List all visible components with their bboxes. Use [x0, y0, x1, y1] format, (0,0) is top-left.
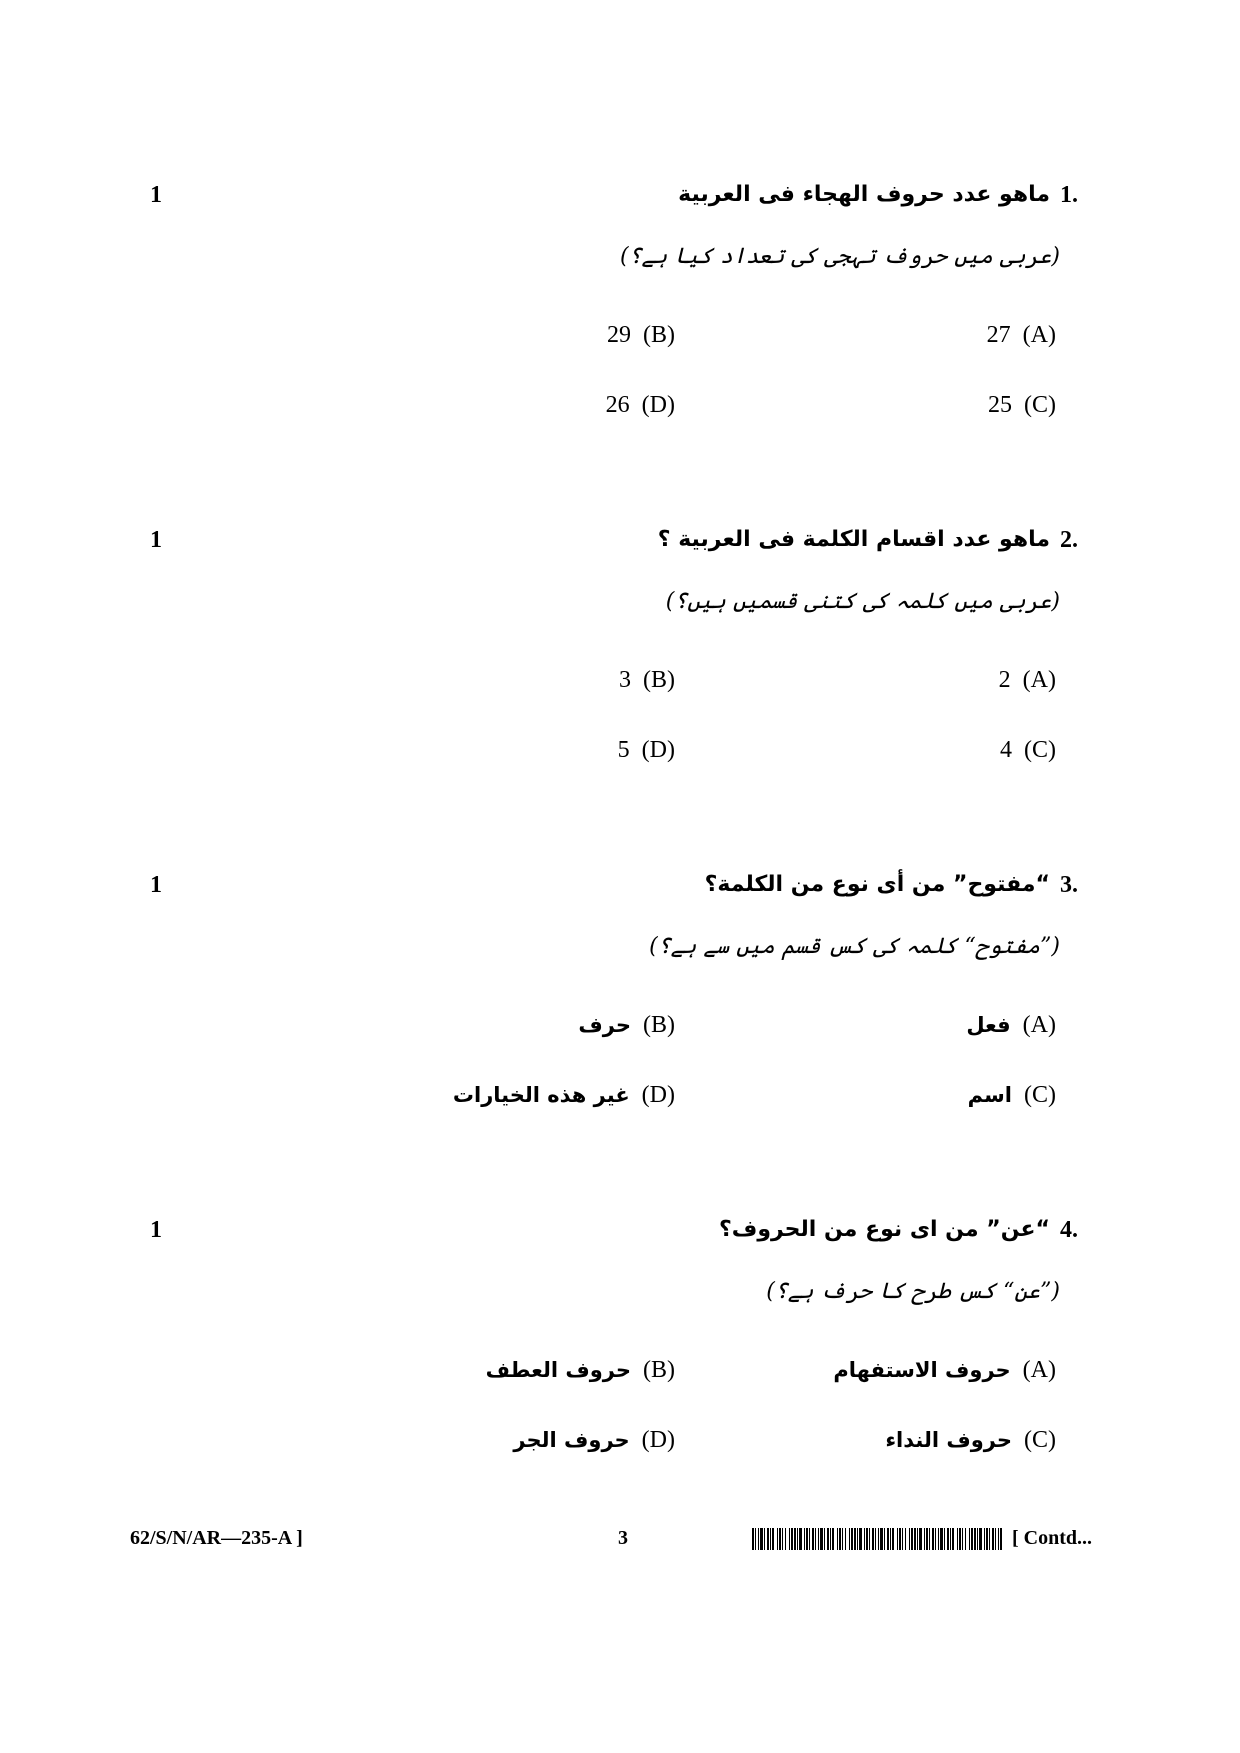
- option-value: حروف الجر: [513, 1428, 630, 1452]
- barcode-bar: [940, 1528, 943, 1550]
- barcode-bar: [965, 1528, 966, 1550]
- option-value: 29: [607, 322, 631, 348]
- barcode-bar: [767, 1528, 769, 1550]
- barcode-bar: [926, 1528, 928, 1550]
- barcode-bar: [758, 1528, 759, 1550]
- question-4: [0, 1215, 1240, 1515]
- barcode-bar: [845, 1528, 846, 1550]
- option-letter: (B): [643, 322, 675, 348]
- barcode-bar: [857, 1528, 858, 1550]
- option-letter: (B): [643, 1357, 675, 1383]
- question-marks: 1: [150, 527, 162, 553]
- barcode-bar: [919, 1528, 922, 1550]
- option-value: حروف النداء: [885, 1428, 1012, 1452]
- paper-code: 62/S/N/AR—235-A ]: [130, 1527, 303, 1549]
- question-number: 2.: [1060, 527, 1078, 553]
- barcode-bar: [755, 1528, 756, 1550]
- barcode-bar: [872, 1528, 874, 1550]
- barcode-bar: [917, 1528, 918, 1550]
- barcode-bar: [824, 1528, 825, 1550]
- barcode-bar: [820, 1528, 823, 1550]
- barcode-bar: [899, 1528, 901, 1550]
- option-d: [513, 1425, 675, 1455]
- barcode-bar: [851, 1528, 853, 1550]
- barcode-bar: [827, 1528, 829, 1550]
- barcode-bar: [812, 1528, 814, 1550]
- barcode-bar: [935, 1528, 936, 1550]
- question-stem-arabic: ماهو عدد اقسام الكلمة فی العربية ؟: [657, 527, 1050, 552]
- barcode-bar: [815, 1528, 816, 1550]
- barcode-bar: [914, 1528, 916, 1550]
- option-a: [999, 665, 1056, 695]
- barcode-bar: [832, 1528, 834, 1550]
- question-number: 3.: [1060, 872, 1078, 898]
- barcode-bar: [952, 1528, 954, 1550]
- option-value: 3: [619, 667, 631, 693]
- option-a: [966, 1010, 1056, 1040]
- barcode-bar: [929, 1528, 930, 1550]
- barcode-bar: [797, 1528, 798, 1550]
- barcode-bar: [878, 1528, 879, 1550]
- option-letter: (A): [1022, 322, 1056, 348]
- barcode-bar: [986, 1528, 988, 1550]
- barcode-bar: [789, 1528, 790, 1550]
- question-3: [0, 870, 1240, 1170]
- question-stem-arabic: ماهو عدد حروف الهجاء فی العربية: [678, 182, 1050, 207]
- barcode-bar: [1000, 1528, 1002, 1550]
- option-value: 27: [986, 322, 1011, 348]
- barcode-bar: [777, 1528, 778, 1550]
- barcode-bar: [818, 1528, 819, 1550]
- barcode-bar: [998, 1528, 999, 1550]
- barcode-bar: [772, 1528, 774, 1550]
- option-a: [987, 320, 1056, 350]
- barcode-bar: [806, 1528, 808, 1550]
- option-letter: (D): [641, 1082, 675, 1108]
- question-marks: 1: [150, 182, 162, 208]
- option-value: 2: [998, 667, 1011, 693]
- barcode-bar: [995, 1528, 996, 1550]
- barcode-bar: [950, 1528, 951, 1550]
- option-a: [833, 1355, 1056, 1385]
- barcode-bar: [752, 1528, 754, 1550]
- option-letter: (C): [1024, 737, 1056, 763]
- option-value: حرف: [578, 1013, 631, 1037]
- option-value: 5: [617, 737, 630, 763]
- question-marks: 1: [150, 872, 162, 898]
- barcode-bar: [924, 1528, 925, 1550]
- option-b: [619, 665, 675, 695]
- option-d: [606, 390, 675, 420]
- barcode-bar: [842, 1528, 843, 1550]
- option-c: [988, 390, 1056, 420]
- barcode-bar: [938, 1528, 939, 1550]
- barcode-bar: [794, 1528, 796, 1550]
- barcode-bar: [770, 1528, 771, 1550]
- option-c: [885, 1425, 1056, 1455]
- option-value: 4: [1000, 737, 1012, 763]
- question-stem-urdu: (عربی میں حروف تہجی کی تعداد کیا ہے؟): [620, 244, 1060, 269]
- option-letter: (C): [1024, 1082, 1056, 1108]
- barcode-bar: [947, 1528, 949, 1550]
- page-number: 3: [618, 1527, 628, 1549]
- option-c: [968, 1080, 1056, 1110]
- barcode-bar: [779, 1528, 781, 1550]
- barcode-bar: [809, 1528, 810, 1550]
- barcode-bar: [875, 1528, 876, 1550]
- barcode-bar: [782, 1528, 783, 1550]
- barcode-bar: [944, 1528, 945, 1550]
- option-letter: (B): [643, 1012, 675, 1038]
- barcode-bar: [764, 1528, 765, 1550]
- barcode-bar: [984, 1528, 985, 1550]
- barcode-bar: [869, 1528, 870, 1550]
- option-letter: (A): [1022, 1012, 1056, 1038]
- option-d: [453, 1080, 675, 1110]
- barcode-bar: [804, 1528, 805, 1550]
- barcode-bar: [977, 1528, 978, 1550]
- option-b: [486, 1355, 675, 1385]
- option-letter: (D): [641, 392, 675, 418]
- page-footer: [0, 1523, 1240, 1553]
- barcode-bar: [887, 1528, 889, 1550]
- option-letter: (D): [641, 737, 675, 763]
- option-value: اسم: [967, 1083, 1012, 1107]
- question-marks: 1: [150, 1217, 162, 1243]
- barcode-icon: [752, 1528, 1002, 1550]
- barcode-bar: [905, 1528, 906, 1550]
- option-value: حروف الاستفهام: [833, 1358, 1011, 1382]
- barcode-bar: [866, 1528, 868, 1550]
- barcode-bar: [760, 1528, 763, 1550]
- option-letter: (C): [1024, 392, 1056, 418]
- question-stem-urdu: (”عن“ کس طرح کا حرف ہے؟): [766, 1279, 1060, 1304]
- barcode-bar: [884, 1528, 885, 1550]
- question-number: 4.: [1060, 1217, 1078, 1243]
- continued-label: [ Contd...: [1012, 1527, 1093, 1549]
- barcode-bar: [932, 1528, 934, 1550]
- barcode-bar: [957, 1528, 958, 1550]
- barcode-bar: [892, 1528, 894, 1550]
- barcode-bar: [909, 1528, 910, 1550]
- option-c: [1000, 735, 1056, 765]
- barcode-bar: [971, 1528, 973, 1550]
- question-stem-arabic: “مفتوح” من أی نوع من الكلمة؟: [704, 872, 1050, 897]
- barcode-bar: [989, 1528, 990, 1550]
- barcode-bar: [969, 1528, 970, 1550]
- option-letter: (D): [641, 1427, 675, 1453]
- question-2: [0, 525, 1240, 825]
- question-number: 1.: [1060, 182, 1078, 208]
- barcode-bar: [911, 1528, 913, 1550]
- barcode-bar: [897, 1528, 898, 1550]
- barcode-bar: [837, 1528, 838, 1550]
- question-stem-urdu: (عربی میں کلمہ کی کتنی قسمیں ہیں؟): [665, 589, 1060, 614]
- option-letter: (C): [1024, 1427, 1056, 1453]
- option-value: فعل: [966, 1013, 1011, 1037]
- option-value: حروف العطف: [485, 1358, 631, 1382]
- option-letter: (A): [1022, 1357, 1056, 1383]
- barcode-bar: [890, 1528, 891, 1550]
- option-b: [607, 320, 675, 350]
- option-letter: (B): [643, 667, 675, 693]
- barcode-bar: [880, 1528, 883, 1550]
- option-letter: (A): [1022, 667, 1056, 693]
- option-value: 26: [605, 392, 630, 418]
- barcode-bar: [830, 1528, 831, 1550]
- question-stem-urdu: (”مفتوح“ کلمہ کی کس قسم میں سے ہے؟): [649, 934, 1060, 959]
- barcode-bar: [864, 1528, 865, 1550]
- barcode-bar: [902, 1528, 903, 1550]
- barcode-bar: [859, 1528, 862, 1550]
- question-stem-arabic: “عن” من ای نوع من الحروف؟: [719, 1217, 1050, 1242]
- option-b: [578, 1010, 675, 1040]
- barcode-bar: [854, 1528, 856, 1550]
- barcode-bar: [992, 1528, 994, 1550]
- barcode-bar: [974, 1528, 976, 1550]
- question-1: [0, 180, 1240, 480]
- option-value: غير هذه الخيارات: [452, 1083, 630, 1107]
- barcode-bar: [785, 1528, 786, 1550]
- barcode-bar: [799, 1528, 802, 1550]
- barcode-bar: [979, 1528, 982, 1550]
- barcode-bar: [839, 1528, 841, 1550]
- barcode-bar: [791, 1528, 793, 1550]
- barcode-bar: [959, 1528, 961, 1550]
- option-d: [618, 735, 675, 765]
- barcode-bar: [849, 1528, 850, 1550]
- option-value: 25: [988, 392, 1012, 418]
- barcode-bar: [962, 1528, 963, 1550]
